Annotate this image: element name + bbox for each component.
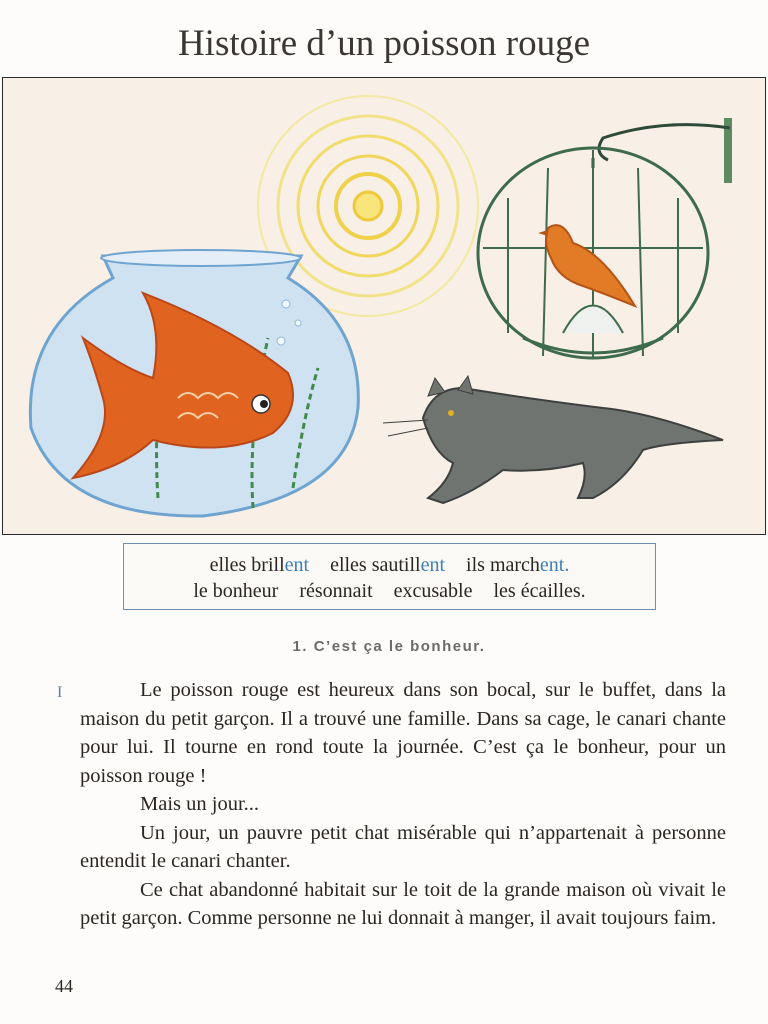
- vocab-word: les écailles.: [493, 580, 586, 602]
- vocab-stem: elles brill: [209, 554, 285, 576]
- chapter-heading: 1. C’est ça le bonheur.: [292, 638, 486, 655]
- page-number: 44: [55, 976, 73, 996]
- cat-icon: [383, 376, 723, 503]
- story-text: [80, 676, 726, 933]
- vocabulary-box: [123, 543, 656, 610]
- paragraph: Le poisson rouge est heureux dans son bocal, sur le buffet, dans la maison du petit garçon. Il a trouvé une famille. Dans sa cage, le canari chante pour lui. Il tourne en rond toute la journée. C’est ça le bonheur, pour un poisson rouge !: [80, 679, 726, 787]
- paragraph: Ce chat abandonné habitait sur le toit de la grande maison où vivait le petit garçon. Comme personne ne lui donnait à manger, il avait toujours faim.: [80, 878, 726, 929]
- paragraph: Un jour, un pauvre petit chat misérable qui n’appartenait à personne entendit le canari chanter.: [80, 821, 726, 872]
- vocab-word: [330, 554, 445, 576]
- vocab-ending: ent: [284, 554, 310, 576]
- canary-icon: [538, 225, 635, 306]
- illustration: [2, 77, 766, 535]
- vocab-word: [210, 554, 309, 576]
- vocab-stem: elles sautill: [330, 554, 421, 576]
- vocab-ending: ent.: [539, 554, 570, 576]
- vocabulary-line-verbs: [124, 552, 655, 578]
- paragraph: Mais un jour...: [140, 793, 260, 815]
- vocab-stem: ils march: [466, 554, 540, 576]
- vocab-word: le bonheur: [193, 580, 279, 602]
- page-title: Histoire d’un poisson rouge: [177, 23, 591, 64]
- vocab-word: [466, 554, 569, 576]
- vocab-word: excusable: [393, 580, 473, 602]
- paragraph-marker: I: [57, 684, 63, 701]
- vocab-ending: ent: [420, 554, 446, 576]
- vocabulary-line-words: [124, 578, 655, 604]
- vocab-word: résonnait: [299, 580, 373, 602]
- birdcage-icon: [478, 148, 708, 358]
